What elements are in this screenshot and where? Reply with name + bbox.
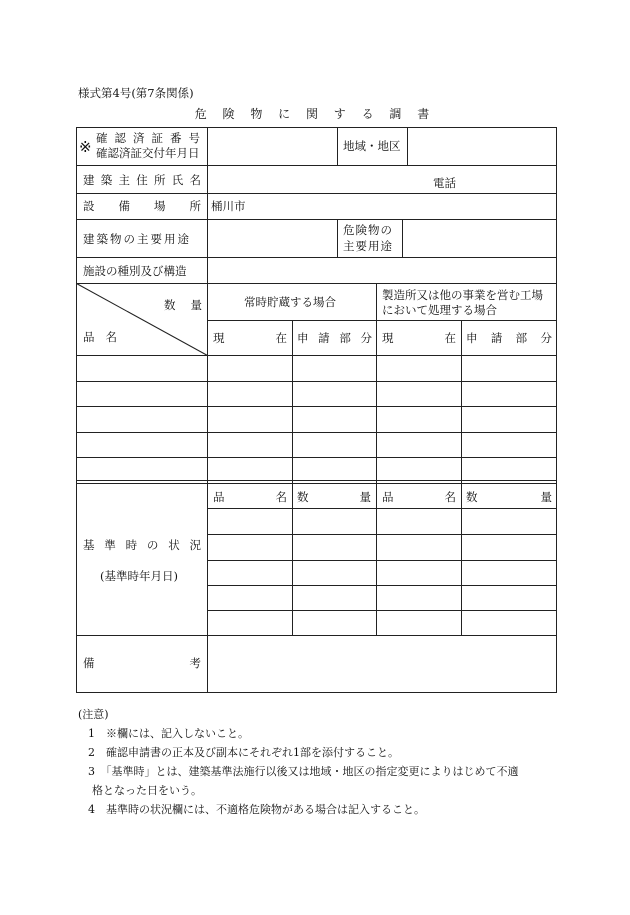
note-item: 2 確認申請書の正本及び副本にそれぞれ1部を添付すること。: [88, 746, 399, 759]
hazmat-use-field[interactable]: [406, 222, 553, 255]
quantity-label: 数 量: [164, 298, 202, 312]
manufacturing-header-line1: 製造所又は他の事業を営む工場: [382, 288, 543, 302]
remarks-field[interactable]: [211, 638, 553, 690]
note-item: 3 「基準時」とは、建築基準法施行以後又は地域・地区の指定変更によりはじめて不適: [88, 765, 519, 778]
baseline-status-label: 基 準 時 の 状 況: [83, 538, 201, 552]
region-field[interactable]: [411, 130, 553, 162]
cert-marker: ※: [79, 138, 92, 156]
baseline-quantity-col-1: 数 量: [297, 490, 371, 504]
storage-header: 常時貯蔵する場合: [244, 295, 336, 309]
storage-current-label: 現 在: [213, 331, 287, 345]
cert-number-label: 確 認 済 証 番 号: [96, 131, 200, 145]
cert-date-label: 確認済証交付年月日: [96, 146, 200, 160]
region-label: 地域・地区: [343, 139, 401, 153]
building-use-field[interactable]: [211, 222, 333, 255]
storage-applied-label: 申 請 部 分: [297, 331, 372, 345]
facility-location-value[interactable]: 桶川市: [211, 199, 246, 213]
note-item: 4 基準時の状況欄には、不適格危険物がある場合は記入すること。: [88, 803, 425, 816]
baseline-name-col-1: 品 名: [213, 490, 287, 504]
facility-location-label: 設 備 場 所: [83, 199, 201, 213]
item-name-label: 品 名: [83, 330, 117, 344]
manufacturing-header-line2: において処理する場合: [382, 303, 497, 317]
notes-heading: (注意): [78, 708, 109, 721]
baseline-date-label: (基準時年月日): [100, 569, 178, 583]
cert-number-field[interactable]: [211, 130, 333, 162]
manufacturing-current-label: 現 在: [382, 331, 456, 345]
facility-type-label: 施設の種別及び構造: [83, 264, 187, 278]
building-use-label: 建築物の主要用途: [83, 232, 191, 246]
form-title: 危 険 物 に 関 す る 調 書: [194, 107, 436, 121]
form-number: 様式第4号(第7条関係): [78, 86, 194, 100]
owner-field[interactable]: [211, 168, 553, 191]
owner-label: 建 築 主 住 所 氏 名: [83, 173, 201, 187]
facility-type-field[interactable]: [211, 260, 553, 281]
notes-section: [78, 705, 519, 819]
baseline-quantity-col-2: 数 量: [466, 490, 552, 504]
note-item-continuation: 格となった日をいう。: [92, 784, 202, 797]
hazmat-use-label: 危険物の主要用途: [343, 223, 393, 253]
baseline-name-col-2: 品 名: [382, 490, 456, 504]
remarks-label: 備 考: [83, 656, 201, 670]
phone-label: 電話: [433, 176, 456, 190]
manufacturing-applied-label: 申 請 部 分: [466, 331, 552, 345]
note-item: 1 ※欄には、記入しないこと。: [88, 727, 249, 740]
